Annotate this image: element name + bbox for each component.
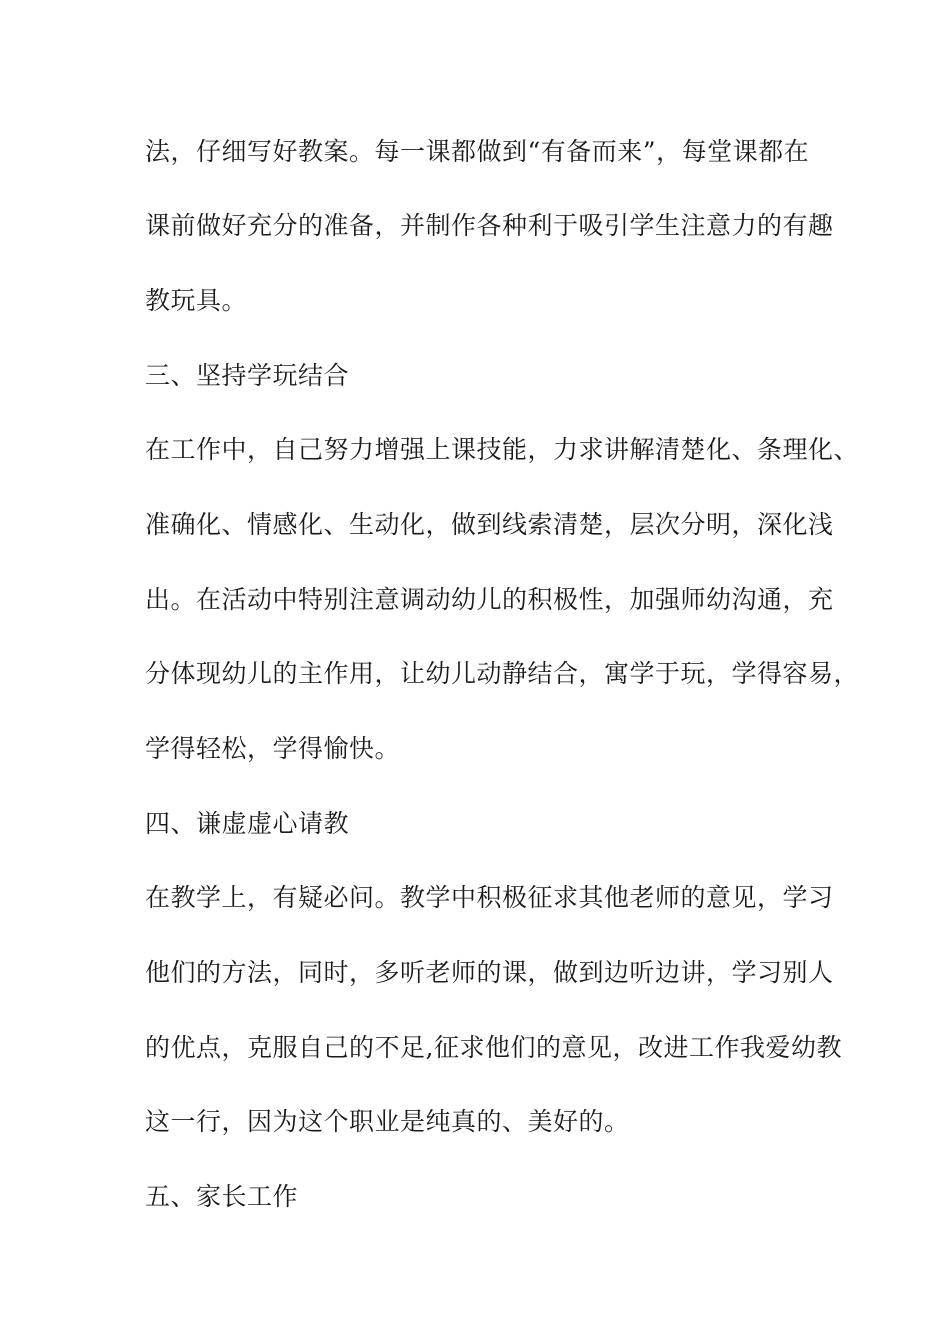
paragraph-line: 课前做好充分的准备，并制作各种利于吸引学生注意力的有趣 <box>145 211 834 240</box>
paragraph-line: 的优点，克服自己的不足,征求他们的意见，改进工作我爱幼教 <box>145 1033 842 1062</box>
paragraph-line: 准确化、情感化、生动化，做到线索清楚，层次分明，深化浅 <box>145 510 834 539</box>
paragraph-line: 法，仔细写好教案。每一课都做到“有备而来”，每堂课都在 <box>145 137 810 166</box>
paragraph-line: 在工作中，自己努力增强上课技能，力求讲解清楚化、条理化、 <box>145 435 860 464</box>
paragraph-line: 教玩具。 <box>145 286 248 315</box>
paragraph-line: 学得轻松，学得愉快。 <box>145 734 401 763</box>
section-heading: 五、家长工作 <box>145 1182 299 1211</box>
paragraph-line: 在教学上，有疑必问。教学中积极征求其他老师的意见，学习 <box>145 883 834 912</box>
paragraph-line: 出。在活动中特别注意调动幼儿的积极性，加强师幼沟通，充 <box>145 585 834 614</box>
section-heading: 三、坚持学玩结合 <box>145 361 350 390</box>
paragraph-line: 分体现幼儿的主作用，让幼儿动静结合，寓学于玩，学得容易， <box>145 659 860 688</box>
paragraph-line: 他们的方法，同时，多听老师的课，做到边听边讲，学习别人 <box>145 958 834 987</box>
paragraph-line: 这一行，因为这个职业是纯真的、美好的。 <box>145 1107 630 1136</box>
section-heading: 四、谦虚虚心请教 <box>145 809 350 838</box>
